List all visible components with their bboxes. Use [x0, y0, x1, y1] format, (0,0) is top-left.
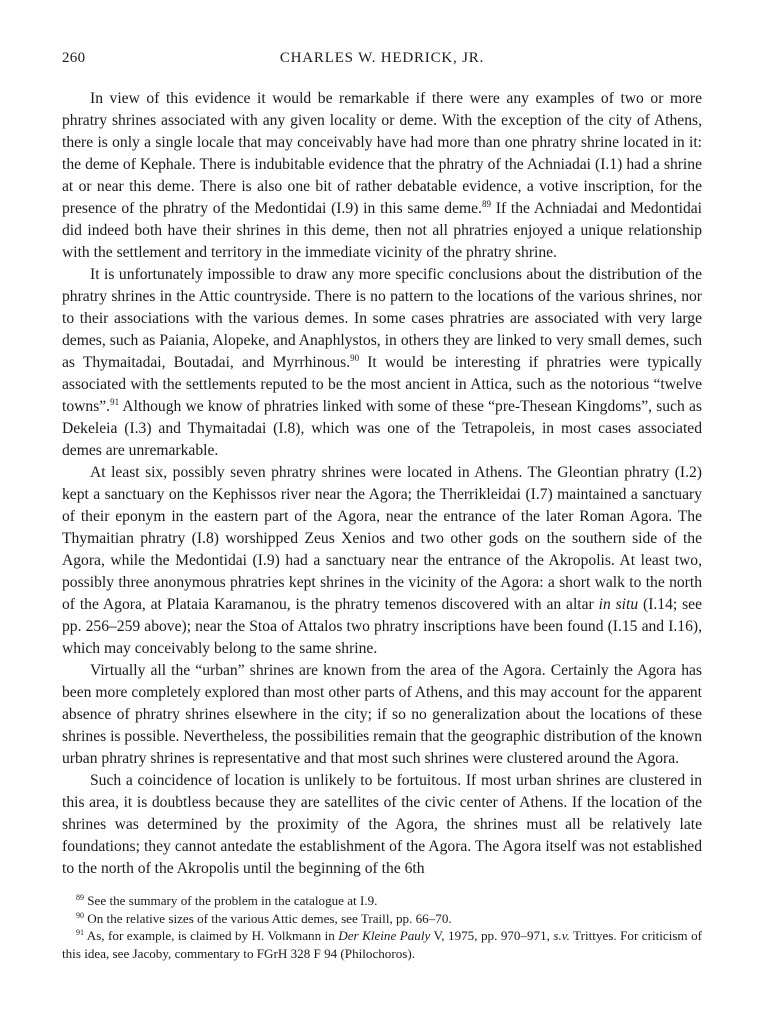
italic-phrase: in situ — [598, 596, 639, 613]
paragraph-4: Virtually all the “urban” shrines are known from the area of the Agora. Certainly the Agora has been more completely explored than most other parts of Athens, and this may account for the apparent absence of phratry shrines elsewhere in the city; if so no generalization about the locations of these shrines is possible. Nevertheless, the possibilities remain that the geographic distribution of the known urban phratry shrines is representative and that most such shrines were clustered around the Agora. — [62, 662, 702, 767]
footnote-90: $^{90}$ On the relative sizes of the various Attic demes, see Traill, pp. 66–70. — [76, 910, 452, 926]
paragraph-1: In view of this evidence it would be remarkable if there were any examples of two or more phratry shrines associated with any given locality or deme. With the exception of the city of Athens, there is only a single locale that may conceivably have had more than one phratry shrine located in it: the deme of Kephale. There is indubitable evidence that the phratry of the Achniadai (I.1) had a shrine at or near this deme. There is also one bit of rather debatable evidence, a votive inscription, for the presence of the phratry of the Medontidai (I.9) in this same deme.$^{89}$ If the Achniadai and Medontidai did indeed both have their shrines in this deme, then not all phratries enjoyed a unique relationship with the settlement and territory in the immediate vicinity of the phratry shrine. — [62, 90, 702, 261]
footnote-ref-91[interactable]: 91 — [110, 397, 120, 407]
footnote-ref-90[interactable]: 90 — [350, 353, 360, 363]
document-page — [62, 50, 702, 962]
paragraph-3: At least six, possibly seven phratry shrines were located in Athens. The Gleontian phratry (I.2) kept a sanctuary on the Kephissos river near the Agora; the Therrikleidai (I.7) maintained a sanctuary of their eponym in the eastern part of the Agora, near the entrance of the later Roman Agora. The Thymaitian phratry (I.8) worshipped Zeus Xenios and two other gods on the southern side of the Agora, while the Medontidai (I.9) had a sanctuary near the entrance of the Akropolis. At least two, possibly three anonymous phratries kept shrines in the vicinity of the Agora: a short walk to the north of the Agora, at Plataia Karamanou, is the phratry temenos discovered with an altar in situ (I.14; see pp. 256–259 above); near the Stoa of Attalos two phratry inscriptions have been found (I.15 and I.16), which may conceivably belong to the same shrine. — [62, 464, 702, 657]
page-number: 260 — [62, 50, 86, 66]
running-head — [62, 50, 702, 72]
footnotes — [62, 892, 702, 962]
paragraph-5: Such a coincidence of location is unlikely to be fortuitous. If most urban shrines are clustered in this area, it is doubtless because they are satellites of the civic center of Athens. If the location of the shrines was determined by the proximity of the Agora, the shrines must all be relatively late foundations; they cannot antedate the establishment of the Agora. The Agora itself was not established to the north of the Akropolis until the beginning of the 6th — [62, 772, 702, 877]
footnote-89: $^{89}$ See the summary of the problem in the catalogue at I.9. — [76, 893, 378, 908]
body-text — [62, 88, 702, 880]
paragraph-2: It is unfortunately impossible to draw any more specific conclusions about the distribution of the phratry shrines in the Attic countryside. There is no pattern to the locations of the various shrines, nor to their associations with the various demes. In some cases phratries are associated with very large demes, such as Paiania, Alopeke, and Anaphlystos, in others they are linked to very small demes, such as Thymaitadai, Boutadai, and Myrrhinous.$^{90}$ It would be interesting if phratries were typically associated with the settlements reputed to be the most ancient in Attica, such as the notorious “twelve towns”.$^{91}$ Although we know of phratries linked with some of these “pre-Thesean Kingdoms”, such as Dekeleia (I.3) and Thymaitadai (I.8), which was one of the Tetrapoleis, in most cases associated demes are unremarkable. — [62, 266, 702, 459]
footnote-91: $^{91}$ As, for example, is claimed by H. Volkmann in Der Kleine Pauly V, 1975, pp. 970–971, s.v. Trittyes. For criticism of this idea, see Jacoby, commentary to FGrH 328 F 94 (Philochoros). — [62, 928, 702, 961]
footnote-number: 90 — [76, 910, 84, 920]
footnote-ref-89[interactable]: 89 — [481, 199, 491, 209]
footnote-number: 91 — [76, 928, 84, 937]
running-head-author: CHARLES W. HEDRICK, JR. — [279, 50, 485, 66]
footnote-number: 89 — [76, 893, 84, 902]
